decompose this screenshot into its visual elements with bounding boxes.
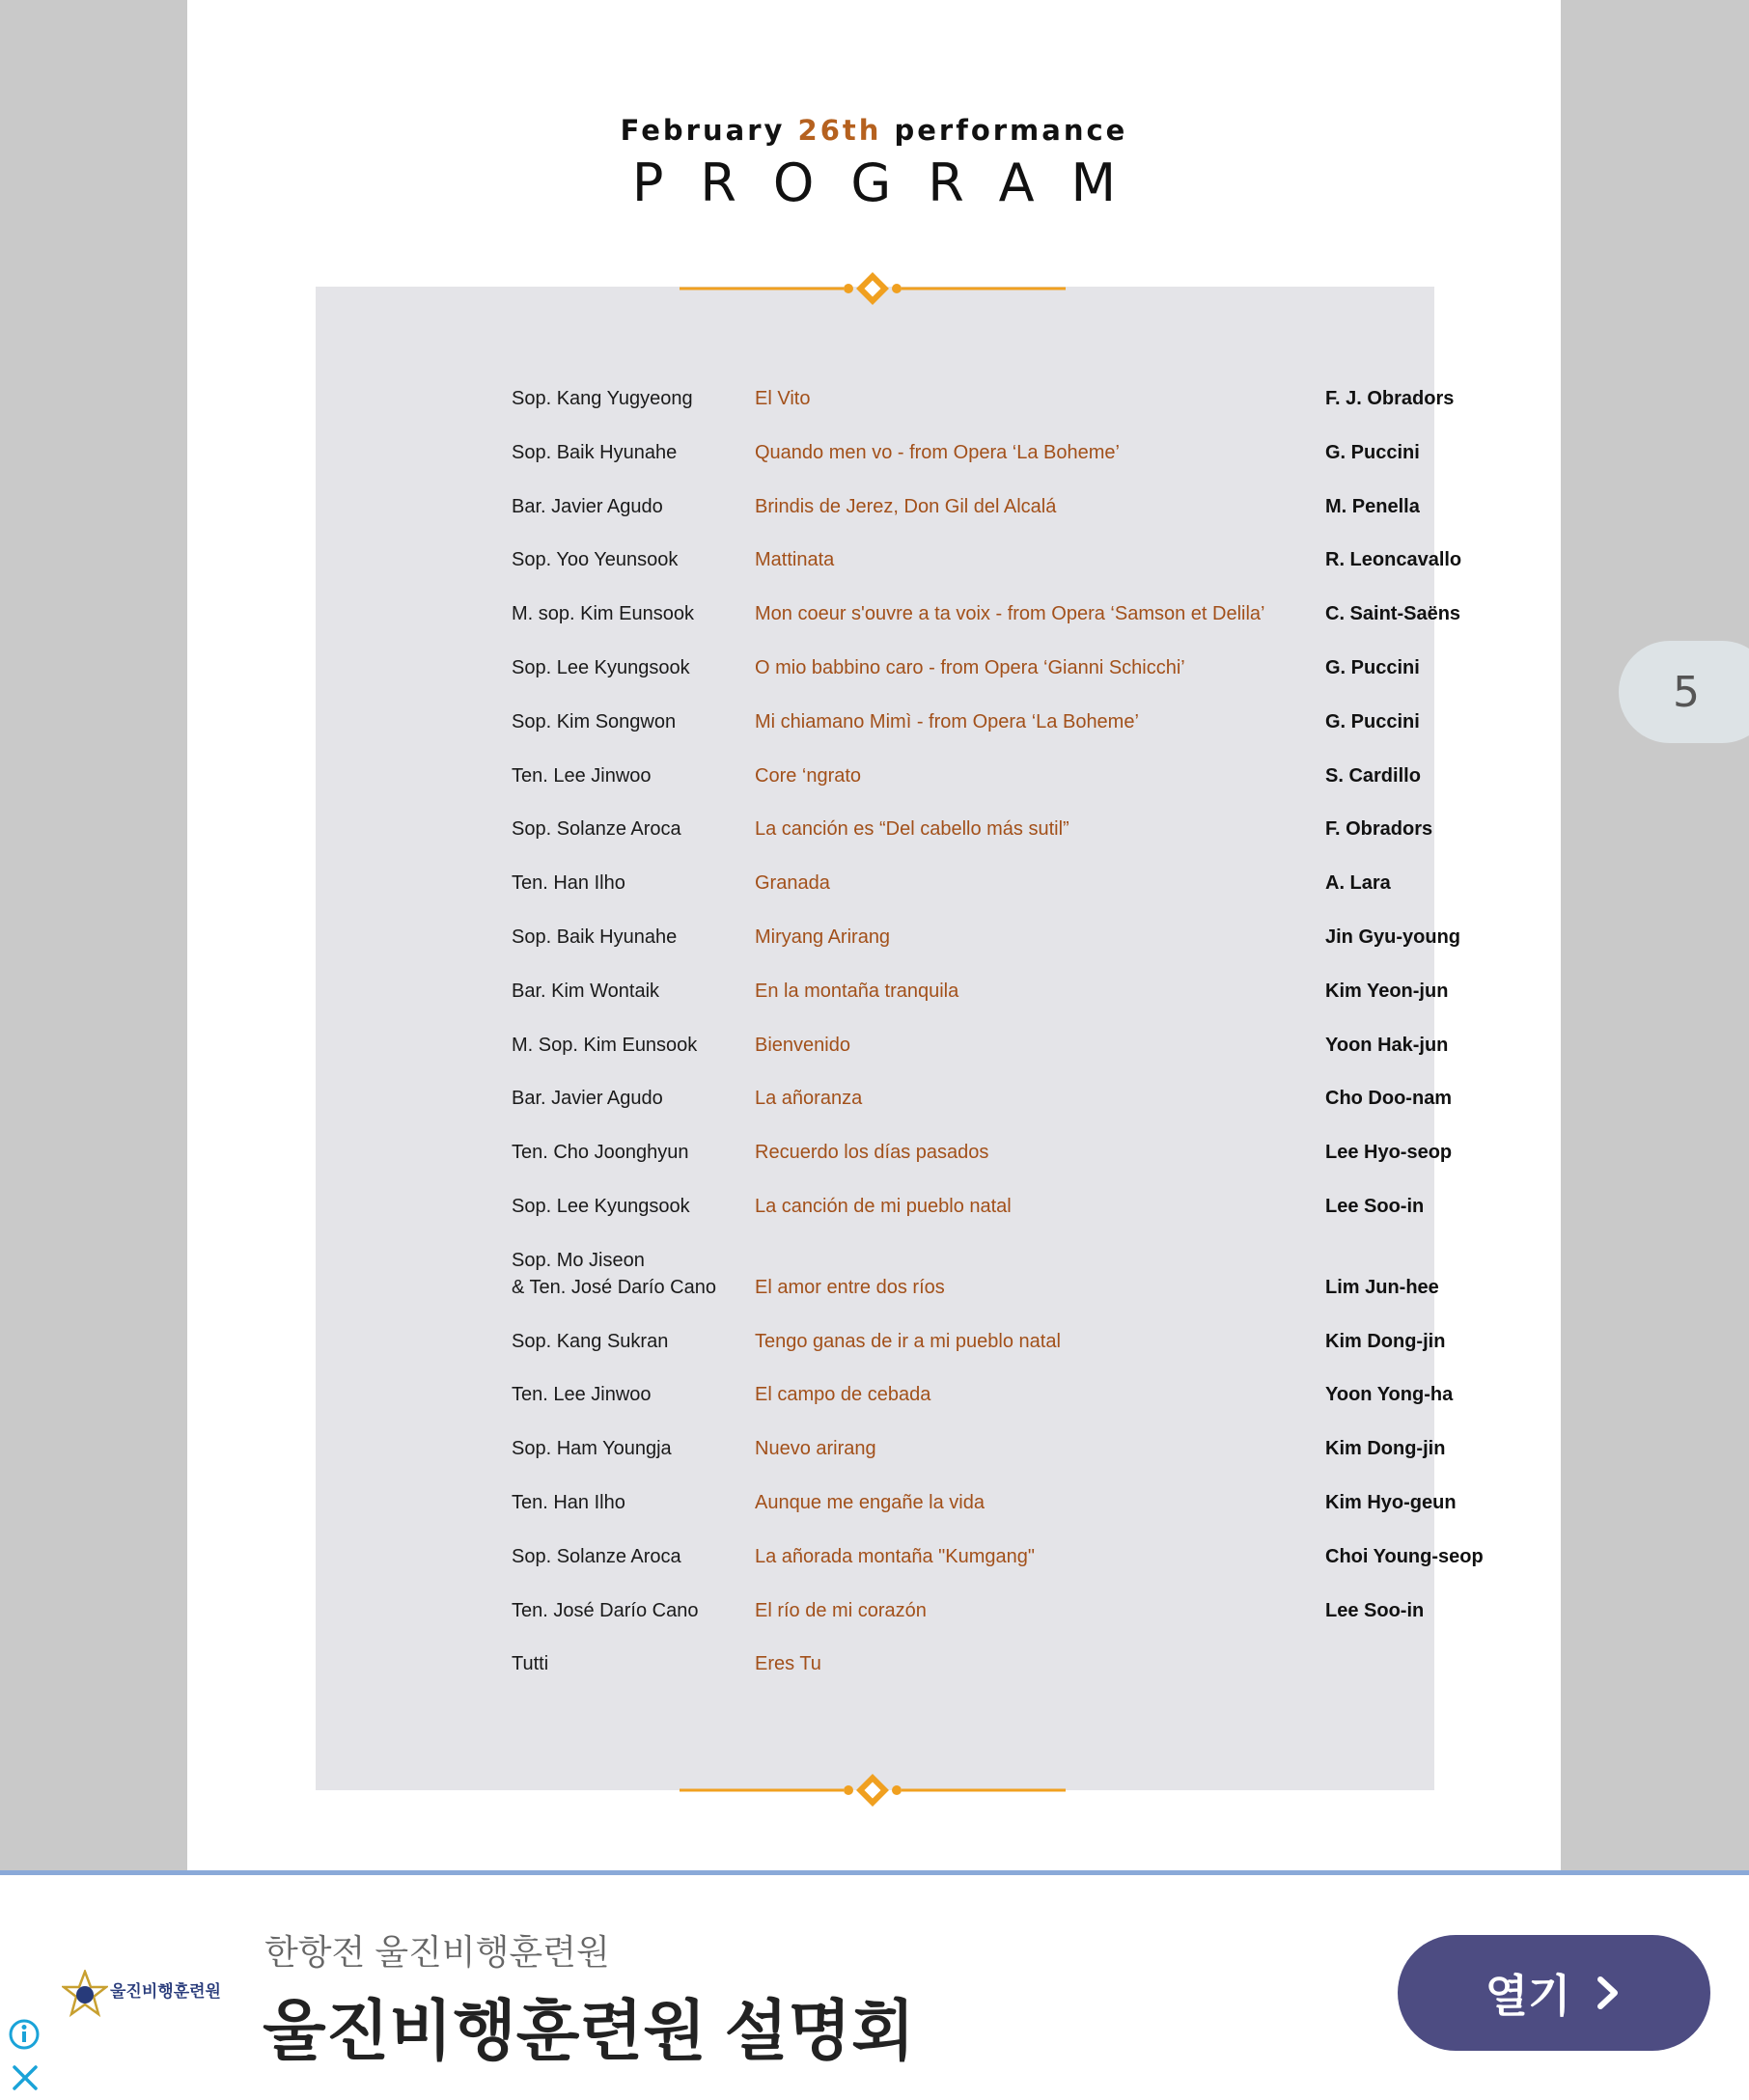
composer-name: A. Lara [1325,872,1391,895]
performer-line: M. sop. Kim Eunsook [512,603,694,625]
performer-line: Sop. Solanze Aroca [512,1545,681,1567]
composer-name: Yoon Yong-ha [1325,1384,1454,1406]
performer-name [512,1328,668,1355]
program-row [316,493,1434,547]
performer-line: Sop. Baik Hyunahe [512,926,678,948]
performer-line: Sop. Mo Jiseon [512,1249,645,1271]
performer-line: Tutti [512,1653,549,1675]
composer-name: Choi Young-seop [1325,1545,1484,1567]
work-title: Granada [755,872,830,895]
work-title: Bienvenido [755,1034,850,1056]
composer-name: C. Saint-Saëns [1325,603,1461,625]
program-row [316,600,1461,654]
work-title: Mon coeur s'ouvre a ta voix - from Opera ‘Samson et Delila’ [755,603,1265,625]
work-title: El amor entre dos ríos [755,1276,945,1298]
composer-name: Lee Soo-in [1325,1196,1425,1217]
performer-name [512,708,676,735]
performer-line: Sop. Lee Kyungsook [512,657,690,678]
subtitle-suffix: performance [881,114,1128,147]
performer-line: Sop. Solanze Aroca [512,818,681,841]
program-row [316,1597,1434,1651]
composer-name: Jin Gyu-young [1325,926,1460,948]
composer-name: Kim Dong-jin [1325,1438,1446,1460]
work-title: Aunque me engañe la vida [755,1491,985,1513]
work-title: Core ‘ngrato [755,764,862,787]
performer-name [512,1489,625,1516]
ad-banner[interactable] [0,1870,1749,2100]
performer-line: Sop. Ham Youngja [512,1438,672,1460]
composer-name: Cho Doo-nam [1325,1088,1453,1110]
performer-line: & Ten. José Darío Cano [512,1276,716,1298]
performer-name [512,1435,672,1462]
composer-name: Kim Yeon-jun [1325,980,1449,1002]
ad-logo [62,1970,221,2024]
performer-name [512,870,625,897]
program-row [316,708,1434,762]
program-row [316,1139,1453,1193]
composer-name: F. J. Obradors [1325,388,1455,409]
program-row [316,978,1449,1032]
program-row [316,1328,1446,1382]
composer-name: R. Leoncavallo [1325,549,1462,571]
program-row [316,1543,1484,1597]
performer-line: Bar. Javier Agudo [512,1088,663,1110]
subtitle-month: February [620,114,798,147]
work-title: Brindis de Jerez, Don Gil del Alcalá [755,495,1057,517]
program-row [316,439,1434,493]
performer-name [512,1543,681,1570]
program-row [316,1650,1434,1704]
composer-name: Kim Dong-jin [1325,1330,1446,1352]
ad-title: 울진비행훈련원 설명회 [263,1995,915,2068]
ad-open-label: 열기 [1485,1971,1571,2021]
subtitle-date: 26th [797,114,882,147]
program-row [316,1032,1449,1086]
document-page [187,0,1561,1870]
page-indicator[interactable]: 5 [1619,641,1749,743]
performer-line: Ten. José Darío Cano [512,1599,699,1621]
chevron-right-icon [1594,1974,1623,2012]
work-title: Mattinata [755,549,835,571]
performer-name [512,1032,697,1059]
work-title: La añoranza [755,1088,863,1110]
program-row [316,1193,1434,1247]
ornament-divider-icon [680,269,1066,308]
performer-line: Sop. Baik Hyunahe [512,441,678,463]
performer-name [512,924,677,951]
work-title: En la montaña tranquila [755,980,959,1002]
work-title: Recuerdo los días pasados [755,1142,989,1164]
program-title: PROGRAM [631,152,1153,213]
program-row [316,1247,1439,1301]
program-row [316,546,1462,600]
performer-line: Bar. Kim Wontaik [512,980,660,1002]
composer-name: G. Puccini [1325,441,1420,463]
performer-line: Sop. Yoo Yeunsook [512,549,679,571]
program-row [316,385,1455,439]
work-title: Mi chiamano Mimì - from Opera ‘La Boheme’ [755,710,1139,732]
composer-name: Kim Hyo-geun [1325,1491,1457,1513]
work-title: El río de mi corazón [755,1599,927,1621]
program-row [316,815,1434,870]
composer-name: Lee Hyo-seop [1325,1142,1453,1164]
close-icon[interactable] [10,2062,41,2093]
performer-line: Ten. Lee Jinwoo [512,764,652,787]
performer-name [512,1139,688,1166]
composer-name: G. Puccini [1325,710,1420,732]
performer-line: Sop. Kim Songwon [512,710,677,732]
performer-name [512,654,690,681]
program-panel [316,287,1484,1790]
performer-name [512,493,663,520]
work-title: Tengo ganas de ir a mi pueblo natal [755,1330,1061,1352]
performer-name [512,1247,716,1301]
performer-name [512,546,678,573]
work-title: O mio babbino caro - from Opera ‘Gianni Schicchi’ [755,657,1185,678]
performer-name [512,1085,663,1112]
performer-name [512,385,693,412]
program-row [316,762,1434,816]
program-row [316,870,1434,924]
composer-name: G. Puccini [1325,657,1420,678]
composer-name: Yoon Hak-jun [1325,1034,1449,1056]
performer-name [512,978,659,1005]
composer-name: F. Obradors [1325,818,1433,841]
work-title: La canción de mi pueblo natal [755,1196,1012,1217]
ad-logo-text: 울진비행훈련원 [110,1982,221,2001]
performer-line: Sop. Lee Kyungsook [512,1196,690,1217]
ad-subtitle: 한항전 울진비행훈련원 [264,1932,610,1972]
composer-name: Lee Soo-in [1325,1599,1425,1621]
program-row [316,1435,1446,1489]
composer-name: M. Penella [1325,495,1420,517]
work-title: Miryang Arirang [755,926,891,948]
ad-open-button[interactable] [1398,1935,1710,2051]
work-title: Nuevo arirang [755,1438,876,1460]
composer-name: Lim Jun-hee [1325,1276,1439,1298]
work-title: El Vito [755,388,811,409]
performer-name [512,1381,652,1408]
program-row [316,1085,1453,1139]
performer-name [512,762,652,789]
performer-line: Ten. Han Ilho [512,1491,625,1513]
performer-name [512,1650,548,1677]
performer-line: Bar. Javier Agudo [512,495,663,517]
performer-name [512,1193,690,1220]
program-row [316,924,1460,978]
program-row [316,1381,1454,1435]
composer-name: S. Cardillo [1325,764,1421,787]
program-row [316,1489,1457,1543]
work-title: La añorada montaña "Kumgang" [755,1545,1035,1567]
program-row [316,654,1434,708]
work-title: La canción es “Del cabello más sutil” [755,818,1069,841]
performer-name [512,815,681,843]
ornament-divider-icon [680,1771,1066,1810]
performer-line: Ten. Lee Jinwoo [512,1384,652,1406]
performer-line: Ten. Cho Joonghyun [512,1142,689,1164]
work-title: El campo de cebada [755,1384,931,1406]
info-icon[interactable] [8,2018,41,2051]
work-title: Quando men vo - from Opera ‘La Boheme’ [755,441,1120,463]
performer-name [512,600,694,627]
performer-line: Sop. Kang Yugyeong [512,388,693,409]
program-subtitle [187,114,1561,147]
performer-line: Sop. Kang Sukran [512,1330,669,1352]
star-logo-icon [62,1970,108,2020]
performer-name [512,1597,698,1624]
performer-line: M. Sop. Kim Eunsook [512,1034,698,1056]
work-title: Eres Tu [755,1653,821,1675]
performer-name [512,439,677,466]
performer-line: Ten. Han Ilho [512,872,625,895]
